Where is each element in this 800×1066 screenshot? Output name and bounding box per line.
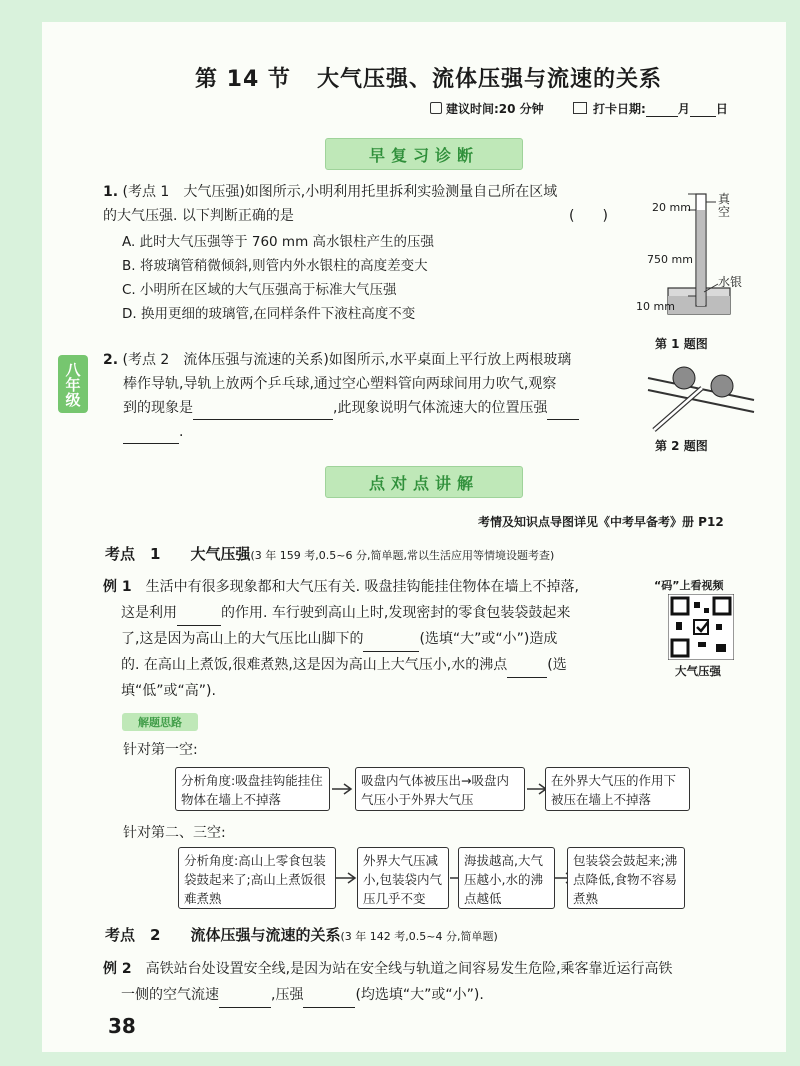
figure-2-ping-pong: [642, 360, 760, 440]
q2-blank-2b: [123, 427, 179, 444]
q1-option-d: D. 换用更细的玻璃管,在同样条件下液柱高度不变: [122, 306, 416, 322]
ex1-blank-3: [507, 661, 547, 678]
fig1-vacuum-label: [718, 193, 730, 219]
example-1: [103, 574, 663, 704]
flow2-box-4: 包装袋会鼓起来;沸点降低,食物不容易煮熟: [567, 847, 685, 909]
ex2-line2b: ,压强: [271, 987, 304, 1003]
q1-text-line1: (考点 1 大气压强)如图所示,小明利用托里拆利实验测量自己所在区域: [122, 184, 558, 200]
fig1-caption: 第 1 题图: [655, 337, 708, 351]
fig2-caption: 第 2 题图: [655, 439, 708, 453]
q2-line3a: 到的现象是: [123, 400, 193, 416]
straw-hollow: [654, 388, 702, 430]
ex2-blank-1: [219, 991, 271, 1008]
flow2-box-2: 外界大气压减小,包装袋内气压几乎不变: [357, 847, 449, 909]
q1-text-line2: 的大气压强. 以下判断正确的是: [103, 208, 294, 224]
kp2-heading: [105, 924, 498, 945]
q1-option-a: A. 此时大气压强等于 760 mm 高水银柱产生的压强: [122, 234, 435, 250]
ex1-line5: 填“低”或“高”).: [121, 683, 216, 699]
fig1-label-20mm: 20 mm: [652, 201, 691, 214]
qr-code[interactable]: [668, 594, 734, 660]
ex2-blank-2: [303, 991, 355, 1008]
suggest-time-text: 建议时间:20 分钟: [446, 102, 544, 116]
ex1-line1: 生活中有很多现象都和大气压有关. 吸盘挂钩能挂住物体在墙上不掉落,: [145, 579, 579, 595]
flow2-arrow-1: [336, 872, 358, 884]
fig1-vacuum-1: 真: [718, 192, 731, 206]
page-number: 38: [108, 1014, 136, 1038]
q1-option-c: C. 小明所在区域的大气压强高于标准大气压强: [122, 282, 397, 298]
q2-blank-1: [193, 403, 333, 420]
kp2-note: (3 年 142 考,0.5~4 分,简单题): [340, 930, 498, 943]
fig1-label-10mm: 10 mm: [636, 300, 675, 313]
review-banner: 早复习诊断: [325, 138, 523, 170]
rail-2: [648, 390, 754, 412]
month-blank: [646, 104, 678, 117]
fig1-mercury-label: 水银: [718, 275, 743, 289]
ball-1: [673, 367, 695, 389]
q2-line2: 棒作导轨,导轨上放两个乒乓球,通过空心塑料管向两球间用力吹气,观察: [123, 376, 557, 392]
day-blank: [690, 104, 716, 117]
month-label: 月: [677, 102, 690, 116]
explain-banner: 点对点讲解: [325, 466, 523, 498]
reference-note: 考情及知识点导图详见《中考早备考》册 P12: [478, 515, 724, 529]
section-number: 第 14 节: [195, 67, 291, 92]
question-1: [103, 180, 643, 228]
checkin-date: [573, 100, 728, 117]
kp1-label: 考点 1: [105, 545, 161, 563]
ex1-line2b: 的作用. 车行驶到高山上时,发现密封的零食包装袋鼓起来: [221, 605, 571, 621]
section-title: [195, 62, 662, 93]
kp1-note: (3 年 159 考,0.5~6 分,简单题,常以生活应用等情境设题考查): [250, 549, 555, 562]
flow1-box-3: 在外界大气压的作用下被压在墙上不掉落: [545, 767, 690, 811]
kp2-label: 考点 2: [105, 926, 161, 944]
q1-option-b: B. 将玻璃管稍微倾斜,则管内外水银柱的高度差变大: [122, 258, 428, 274]
checkin-label: 打卡日期:: [593, 102, 646, 116]
fig1-label-750mm: 750 mm: [647, 253, 693, 266]
ex2-line1: 高铁站台处设置安全线,是因为站在安全线与轨道之间容易发生危险,乘客靠近运行高铁: [145, 961, 673, 977]
ball-2: [711, 375, 733, 397]
suggest-time: [430, 100, 544, 117]
qr-heading: “码”上看视频: [654, 579, 724, 592]
kp1-heading: [105, 543, 554, 564]
ex1-blank-2: [363, 635, 419, 652]
example-2: [103, 956, 763, 1008]
qr-caption: 大气压强: [675, 664, 721, 678]
q2-number: 2.: [103, 352, 119, 368]
day-label: 日: [715, 102, 728, 116]
q2-line1: (考点 2 流体压强与流速的关系)如图所示,水平桌面上平行放上两根玻璃: [122, 352, 572, 368]
analysis-tag: 解题思路: [122, 713, 198, 731]
ex1-line3b: (选填“大”或“小”)造成: [419, 631, 558, 647]
flow1-box-1: 分析角度:吸盘挂钩能挂住物体在墙上不掉落: [175, 767, 330, 811]
ex1-line4a: 的. 在高山上煮饭,很难煮熟,这是因为高山上大气压小,水的沸点: [121, 657, 508, 673]
flow2-box-1: 分析角度:高山上零食包装袋鼓起来了;高山上煮饭很难煮熟: [178, 847, 336, 909]
q2-blank-2a: [547, 403, 579, 420]
ex2-line2c: (均选填“大”或“小”).: [355, 987, 484, 1003]
section-title-text: 大气压强、流体压强与流速的关系: [316, 67, 662, 92]
ex2-label: 例 2: [103, 961, 132, 977]
flow2-box-3: 海拔越高,大气压越小,水的沸点越低: [458, 847, 555, 909]
q1-answer-bracket: ( ): [569, 208, 608, 224]
flow1-label: 针对第一空:: [123, 742, 198, 758]
flow1-arrow-1: [332, 783, 354, 795]
ex1-line4b: (选: [547, 657, 567, 673]
question-2: [103, 348, 643, 444]
q1-options: [122, 230, 622, 326]
q2-line4-end: .: [179, 424, 184, 440]
clock-icon: [430, 102, 442, 114]
ex2-line2a: 一侧的空气流速: [121, 987, 219, 1003]
kp1-title: 大气压强: [190, 545, 251, 563]
flow2-label: 针对第二、三空:: [123, 825, 226, 841]
calendar-icon: [573, 102, 587, 114]
kp2-title: 流体压强与流速的关系: [190, 926, 341, 944]
ex1-blank-1: [177, 609, 221, 626]
ex1-line2a: 这是利用: [121, 605, 177, 621]
flow1-box-2: 吸盘内气体被压出→吸盘内气压小于外界大气压: [355, 767, 525, 811]
grade-tab: 八年级: [58, 355, 88, 413]
ex1-label: 例 1: [103, 579, 132, 595]
ex1-line3a: 了,这是因为高山上的大气压比山脚下的: [121, 631, 364, 647]
q1-number: 1.: [103, 184, 119, 200]
fig1-vacuum-2: 空: [718, 205, 731, 219]
q2-line3b: ,此现象说明气体流速大的位置压强: [333, 400, 548, 416]
